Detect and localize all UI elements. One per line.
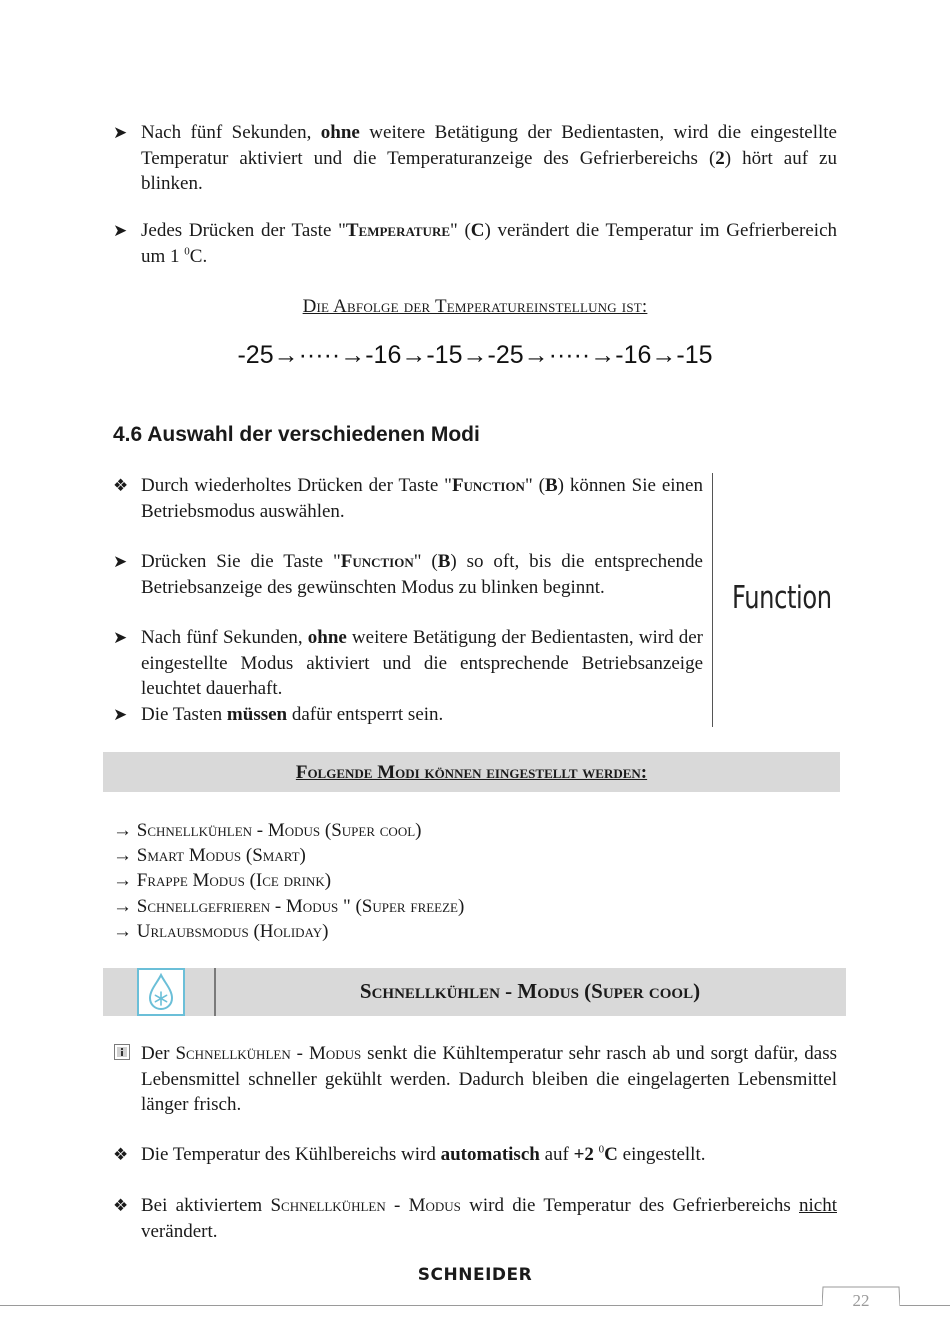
instruction-paragraph: Jedes Drücken der Taste "Temperature" (C) verändert die Temperatur im Gefrierbereich um 1 $^0$C. <box>141 220 838 267</box>
temperature-sequence: -25→·····→-16→-15→-25→·····→-16→-15 <box>237 341 713 369</box>
instruction-paragraph: Bei aktiviertem Schnellkühlen - Modus wird die Temperatur des Gefrierbereichs nicht verändert. <box>141 1195 837 1242</box>
sequence-title: Die Abfolge der Temperatureinstellung ist: <box>302 296 648 317</box>
four-diamond-bullet-icon: ❖ <box>113 1145 129 1164</box>
arrowhead-bullet-icon: ➤ <box>113 123 128 142</box>
arrowhead-bullet-icon: ➤ <box>113 552 128 571</box>
column-divider <box>712 473 713 727</box>
instruction-paragraph: Nach fünf Sekunden, ohne weitere Betätigung der Bedientasten, wird die eingestellte Temperatur aktiviert und die Temperaturanzeige des Gefrierbereichs (2) hört auf zu blinken. <box>141 122 837 194</box>
list-item: → Frappe Modus (Ice drink) <box>113 870 332 892</box>
arrowhead-bullet-icon: ➤ <box>113 628 128 647</box>
brand-logo <box>0 1264 950 1292</box>
modes-header-bar <box>103 752 840 792</box>
section-title: Schnellkühlen - Modus (Super cool) <box>359 979 701 1003</box>
info-paragraph: Der Schnellkühlen - Modus senkt die Kühltemperatur sehr rasch ab und sorgt dafür, dass Lebensmittel schneller gekühlt werden. Dadurch bleiben die eingelagerten Lebensmittel länger frisch. <box>141 1043 837 1115</box>
list-item: → Schnellkühlen - Modus (Super cool) <box>113 820 422 841</box>
svg-text:SCHNEIDER: SCHNEIDER <box>417 1265 533 1284</box>
instruction-paragraph: Nach fünf Sekunden, ohne weitere Betätigung der Bedientasten, wird der eingestellte Modus aktiviert und die entsprechende Betriebsanzeige leuchtet dauerhaft. <box>141 627 703 699</box>
list-item: → Smart Modus (Smart) <box>113 845 306 867</box>
instruction-paragraph: Die Temperatur des Kühlbereichs wird automatisch auf +2 $^0$C eingestellt. <box>141 1143 706 1165</box>
arrowhead-bullet-icon: ➤ <box>113 221 128 240</box>
list-item: → Urlaubsmodus (Holiday) <box>113 920 329 942</box>
section-heading: 4.6 Auswahl der verschiedenen Modi <box>113 423 480 446</box>
arrowhead-bullet-icon: ➤ <box>113 705 128 724</box>
info-icon <box>114 1042 130 1058</box>
instruction-paragraph: Die Tasten müssen dafür entsperrt sein. <box>141 704 444 725</box>
page-number: 22 <box>822 1286 900 1306</box>
instruction-paragraph: Durch wiederholtes Drücken der Taste "Function" (B) können Sie einen Betriebsmodus auswählen. <box>141 475 703 522</box>
footer-rule <box>0 1305 950 1306</box>
instruction-paragraph: Drücken Sie die Taste "Function" (B) so oft, bis die entsprechende Betriebsanzeige des gewünschten Modus zu blinken beginnt. <box>141 551 703 598</box>
modes-list <box>113 818 464 944</box>
function-button-label: Function <box>732 580 832 616</box>
four-diamond-bullet-icon: ❖ <box>113 476 129 495</box>
list-item: → Schnellgefrieren - Modus " (Super freeze) <box>113 895 465 917</box>
supercool-header-bar <box>103 968 846 1016</box>
modes-header-text: Folgende Modi können eingestellt werden: <box>295 762 648 783</box>
snowflake-drop-icon <box>137 968 185 1016</box>
four-diamond-bullet-icon: ❖ <box>113 1196 129 1215</box>
